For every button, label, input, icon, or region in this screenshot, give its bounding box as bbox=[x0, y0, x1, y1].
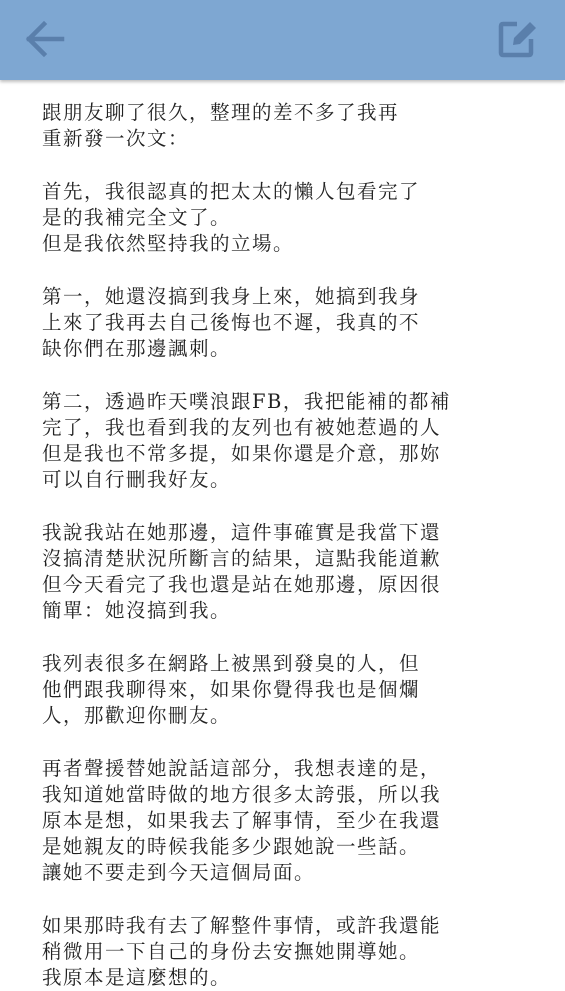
post-text-line: 再者聲援替她說話這部分，我想表達的是， bbox=[42, 757, 442, 780]
post-text-line: 缺你們在那邊諷刺。 bbox=[42, 337, 232, 360]
post-text-line: 我知道她當時做的地方很多太誇張，所以我 bbox=[42, 783, 442, 806]
post-text-line: 重新發一次文： bbox=[42, 127, 190, 150]
post-text-line: 上來了我再去自己後悔也不遲，我真的不 bbox=[42, 311, 421, 334]
arrow-left-icon bbox=[22, 19, 66, 59]
post-text-line: 是她親友的時候我能多少跟她說一些話。 bbox=[42, 835, 421, 858]
post-text-line: 我列表很多在網路上被黑到發臭的人，但 bbox=[42, 652, 421, 675]
post-text-line: 我說我站在她那邊，這件事確實是我當下還 bbox=[42, 521, 442, 544]
post-text-line: 如果那時我有去了解整件事情，或許我還能 bbox=[42, 914, 442, 937]
post-text-line: 簡單：她沒搞到我。 bbox=[42, 599, 232, 622]
post-body bbox=[42, 100, 552, 989]
post-text-line: 他們跟我聊得來，如果你覺得我也是個爛 bbox=[42, 678, 421, 701]
post-text-line: 稍微用一下自己的身份去安撫她開導她。 bbox=[42, 940, 421, 963]
post-paragraph bbox=[42, 756, 552, 886]
post-paragraph bbox=[42, 651, 552, 729]
compose-edit-icon bbox=[495, 17, 539, 61]
post-text-line: 是的我補完全文了。 bbox=[42, 206, 232, 229]
post-paragraph bbox=[42, 100, 552, 152]
post-paragraph bbox=[42, 389, 552, 493]
post-text-line: 沒搞清楚狀況所斷言的結果，這點我能道歉 bbox=[42, 547, 442, 570]
post-text-line: 但是我也不常多提，如果你還是介意，那妳 bbox=[42, 442, 442, 465]
post-text-line: 我原本是這麼想的。 bbox=[42, 966, 232, 989]
post-text-line: 但今天看完了我也還是站在她那邊，原因很 bbox=[42, 573, 442, 596]
post-paragraph bbox=[42, 284, 552, 362]
post-text-line: 可以自行刪我好友。 bbox=[42, 468, 232, 491]
post-text-line: 第二，透過昨天噗浪跟FB，我把能補的都補 bbox=[42, 390, 451, 413]
post-text-line: 首先，我很認真的把太太的懶人包看完了 bbox=[42, 180, 421, 203]
post-text-line: 跟朋友聊了很久，整理的差不多了我再 bbox=[42, 101, 400, 124]
compose-button[interactable] bbox=[490, 12, 544, 66]
post-paragraph bbox=[42, 913, 552, 991]
post-text-line: 原本是想，如果我去了解事情，至少在我還 bbox=[42, 809, 442, 832]
post-text-line: 第一，她還沒搞到我身上來，她搞到我身 bbox=[42, 285, 421, 308]
post-text-line: 但是我依然堅持我的立場。 bbox=[42, 232, 295, 255]
post-paragraph bbox=[42, 179, 552, 257]
back-button[interactable] bbox=[18, 14, 70, 64]
top-app-bar bbox=[0, 0, 565, 80]
post-text-line: 人，那歡迎你刪友。 bbox=[42, 704, 232, 727]
post-text-line: 讓她不要走到今天這個局面。 bbox=[42, 861, 316, 884]
post-text-line: 完了，我也看到我的友列也有被她惹過的人 bbox=[42, 416, 442, 439]
post-paragraph bbox=[42, 520, 552, 624]
